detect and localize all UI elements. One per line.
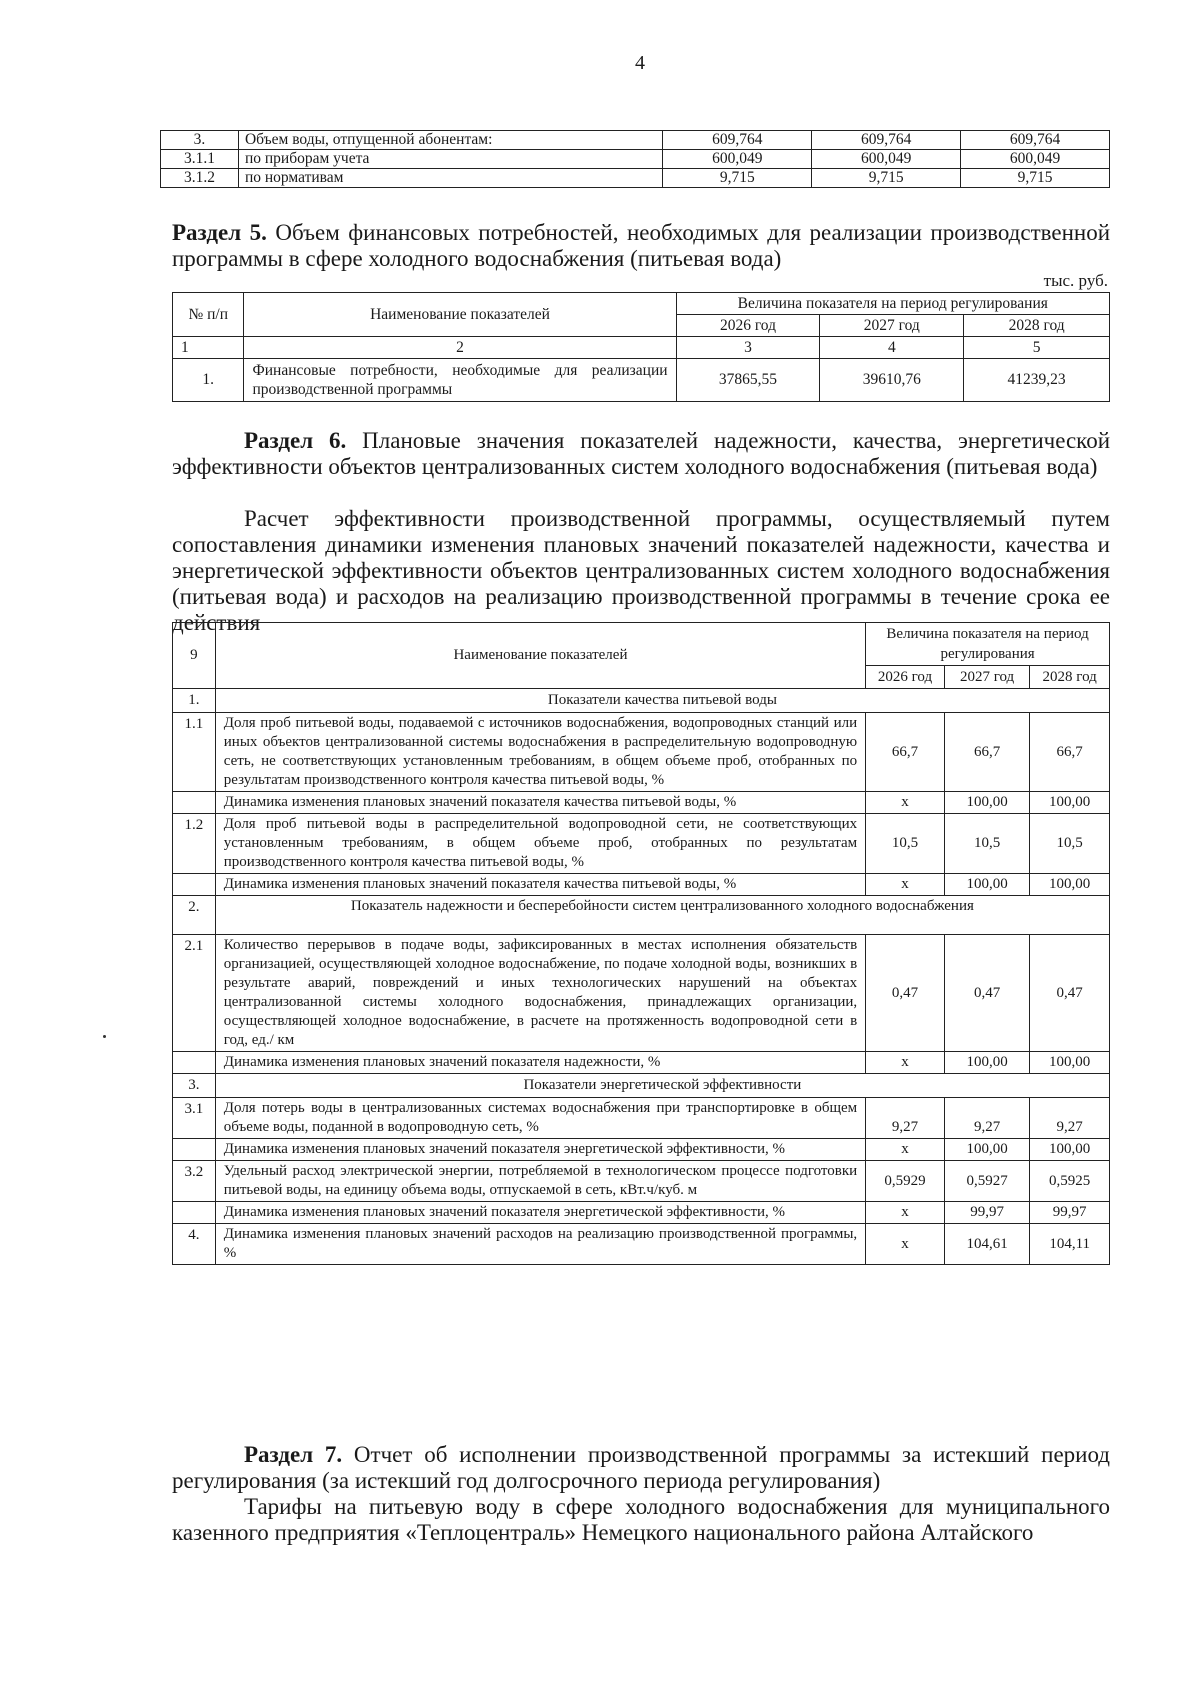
row-number: 1.1	[173, 713, 216, 792]
section-title: Показатель надежности и бесперебойности систем централизованного холодного водоснабжения	[215, 896, 1109, 935]
section-number: 3.	[173, 1074, 216, 1098]
value-2027: 609,764	[812, 131, 961, 150]
section5-unit: тыс. руб.	[1043, 271, 1108, 290]
section5-label: Раздел 5.	[172, 220, 267, 245]
col-header-2028: 2028 год	[964, 315, 1110, 337]
section-number: 1.	[173, 689, 216, 713]
row-number: 1.2	[173, 814, 216, 874]
index-cell: 5	[964, 337, 1110, 359]
section6-label: Раздел 6.	[244, 428, 347, 453]
col-header-2026: 2026 год	[676, 315, 820, 337]
section-row	[173, 689, 1110, 713]
row-text: Доля проб питьевой воды, подаваемой с источников водоснабжения, водопроводных станций или иных объектов централизованной системы водоснабжения в распределительную водопроводную сеть, не соответствующих установленным требованиям, в общем объеме проб, отобранных по результатам производственного контроля качества питьевой воды, %	[215, 713, 865, 792]
value-2028: 66,7	[1030, 713, 1110, 792]
col-header-2027: 2027 год	[820, 315, 964, 337]
row-text: Динамика изменения плановых значений показателя надежности, %	[215, 1052, 865, 1074]
value-2028: 600,049	[961, 150, 1110, 169]
section6-heading	[172, 428, 1110, 480]
index-cell: 2	[244, 337, 676, 359]
value-2028: 104,11	[1030, 1224, 1110, 1265]
col-header-name: Наименование показателей	[215, 623, 865, 689]
table-row	[173, 1052, 1110, 1074]
row-name: Объем воды, отпущенной абонентам:	[238, 131, 662, 150]
value-2027: 10,5	[944, 814, 1030, 874]
row-number: 3.1.2	[161, 169, 239, 188]
value-2028: 9,715	[961, 169, 1110, 188]
table-row	[173, 792, 1110, 814]
value-2027: 600,049	[812, 150, 961, 169]
table-row	[161, 169, 1110, 188]
row-name: по нормативам	[238, 169, 662, 188]
row-text: Доля проб питьевой воды в распределительной водопроводной сети, не соответствующих установленным требованиям, в общем объеме проб, отобранных по результатам производственного контроля качества питьевой воды, %	[215, 814, 865, 874]
table-row	[173, 874, 1110, 896]
value-2027: 66,7	[944, 713, 1030, 792]
section-title: Показатели качества питьевой воды	[215, 689, 1109, 713]
col-header-2028: 2028 год	[1030, 666, 1110, 689]
indicators-table	[172, 622, 1110, 1265]
value-2026: 0,47	[866, 935, 945, 1052]
section7-heading	[172, 1442, 1110, 1494]
table-row	[173, 935, 1110, 1052]
section7-paragraph: Тарифы на питьевую воду в сфере холодного водоснабжения для муниципального казенного предприятия «Теплоцентраль» Немецкого национального района Алтайского	[172, 1494, 1110, 1545]
col-header-name: Наименование показателей	[244, 293, 676, 337]
value-2026: 600,049	[663, 150, 812, 169]
value-2027: 100,00	[944, 1052, 1030, 1074]
value-2027: 100,00	[944, 792, 1030, 814]
value-2026: 9,715	[663, 169, 812, 188]
value-2026: х	[866, 1052, 945, 1074]
value-2027: 100,00	[944, 1139, 1030, 1161]
table-row	[161, 131, 1110, 150]
value-2026: х	[866, 1202, 945, 1224]
index-cell: 3	[676, 337, 820, 359]
section-number: 2.	[173, 896, 216, 935]
value-2028: 100,00	[1030, 874, 1110, 896]
value-2028: 10,5	[1030, 814, 1110, 874]
section5-heading	[172, 220, 1110, 272]
row-number: 2.1	[173, 935, 216, 1052]
value-2026: х	[866, 874, 945, 896]
row-number: 4.	[173, 1224, 216, 1265]
value-2028: 9,27	[1030, 1098, 1110, 1139]
value-2026: 10,5	[866, 814, 945, 874]
value-2027: 9,715	[812, 169, 961, 188]
table-row	[173, 1098, 1110, 1139]
value-2026: 66,7	[866, 713, 945, 792]
value-2028: 609,764	[961, 131, 1110, 150]
section6-title: Плановые значения показателей надежности, качества, энергетической эффективности объектов централизованных систем холодного водоснабжения (питьевая вода)	[172, 428, 1110, 479]
value-2028: 99,97	[1030, 1202, 1110, 1224]
value-2027: 9,27	[944, 1098, 1030, 1139]
section7-label: Раздел 7.	[244, 1442, 343, 1467]
water-volume-table	[160, 130, 1110, 188]
row-number: 1.	[173, 359, 244, 402]
col-header-num: 9	[173, 623, 216, 689]
row-number: 3.1	[173, 1098, 216, 1139]
col-header-2027: 2027 год	[944, 666, 1030, 689]
value-2028: 0,47	[1030, 935, 1110, 1052]
section5-title: Объем финансовых потребностей, необходимых для реализации производственной программы в сфере холодного водоснабжения (питьевая вода)	[172, 220, 1110, 271]
row-number: 3.	[161, 131, 239, 150]
row-number: 3.1.1	[161, 150, 239, 169]
row-text: Удельный расход электрической энергии, потребляемой в технологическом процессе подготовки питьевой воды, на единицу объема воды, отпускаемой в сеть, кВт.ч/куб. м	[215, 1161, 865, 1202]
value-2026: х	[866, 1139, 945, 1161]
row-number: 3.2	[173, 1161, 216, 1202]
value-2028: 41239,23	[964, 359, 1110, 402]
value-2027: 104,61	[944, 1224, 1030, 1265]
section7-title: Отчет об исполнении производственной программы за истекший период регулирования (за истекший год долгосрочного периода регулирования)	[172, 1442, 1110, 1493]
value-2026: 609,764	[663, 131, 812, 150]
col-header-2026: 2026 год	[866, 666, 945, 689]
value-2027: 100,00	[944, 874, 1030, 896]
value-2026: 0,5929	[866, 1161, 945, 1202]
section-title: Показатели энергетической эффективности	[215, 1074, 1109, 1098]
row-name: Финансовые потребности, необходимые для реализации производственной программы	[244, 359, 676, 402]
index-cell: 1	[173, 337, 244, 359]
value-2028: 100,00	[1030, 1139, 1110, 1161]
col-header-num: № п/п	[173, 293, 244, 337]
index-row	[173, 337, 1110, 359]
value-2028: 0,5925	[1030, 1161, 1110, 1202]
table-row	[173, 814, 1110, 874]
value-2026: 37865,55	[676, 359, 820, 402]
col-header-period: Величина показателя на период регулирования	[866, 623, 1110, 666]
index-cell: 4	[820, 337, 964, 359]
table-row	[173, 713, 1110, 792]
table-row	[173, 1139, 1110, 1161]
row-text: Доля потерь воды в централизованных системах водоснабжения при транспортировке в общем объеме воды, поданной в водопроводную сеть, %	[215, 1098, 865, 1139]
value-2028: 100,00	[1030, 1052, 1110, 1074]
table-row	[173, 359, 1110, 402]
section6-paragraph: Расчет эффективности производственной программы, осуществляемый путем сопоставления динамики изменения плановых значений показателей надежности, качества и энергетической эффективности объектов централизованных систем холодного водоснабжения (питьевая вода) и расходов на реализацию производственной программы в течение срока ее действия	[172, 506, 1110, 635]
table-row	[173, 1202, 1110, 1224]
value-2027: 99,97	[944, 1202, 1030, 1224]
row-text: Количество перерывов в подаче воды, зафиксированных в местах исполнения обязательств организацией, осуществляющей холодное водоснабжение, по подаче холодной воды, возникших в результате аварий, повреждений и иных технологических нарушений на объектах централизованной системы холодного водоснабжения, принадлежащих организации, осуществляющей холодное водоснабжение, в расчете на протяженность водопроводной сети в год, ед./ км	[215, 935, 865, 1052]
value-2028: 100,00	[1030, 792, 1110, 814]
section-row	[173, 896, 1110, 935]
row-text: Динамика изменения плановых значений расходов на реализацию производственной программы, %	[215, 1224, 865, 1265]
table-row	[161, 150, 1110, 169]
value-2027: 0,47	[944, 935, 1030, 1052]
value-2026: х	[866, 792, 945, 814]
scan-speck	[103, 1035, 106, 1038]
row-name: по приборам учета	[238, 150, 662, 169]
row-text: Динамика изменения плановых значений показателя качества питьевой воды, %	[215, 874, 865, 896]
page-number: 4	[635, 52, 645, 74]
value-2026: 9,27	[866, 1098, 945, 1139]
value-2027: 0,5927	[944, 1161, 1030, 1202]
col-header-period: Величина показателя на период регулирования	[676, 293, 1109, 315]
row-text: Динамика изменения плановых значений показателя энергетической эффективности, %	[215, 1202, 865, 1224]
value-2026: х	[866, 1224, 945, 1265]
table-row	[173, 1161, 1110, 1202]
financial-needs-table	[172, 292, 1110, 402]
row-text: Динамика изменения плановых значений показателя энергетической эффективности, %	[215, 1139, 865, 1161]
section-row	[173, 1074, 1110, 1098]
value-2027: 39610,76	[820, 359, 964, 402]
table-row	[173, 1224, 1110, 1265]
row-text: Динамика изменения плановых значений показателя качества питьевой воды, %	[215, 792, 865, 814]
